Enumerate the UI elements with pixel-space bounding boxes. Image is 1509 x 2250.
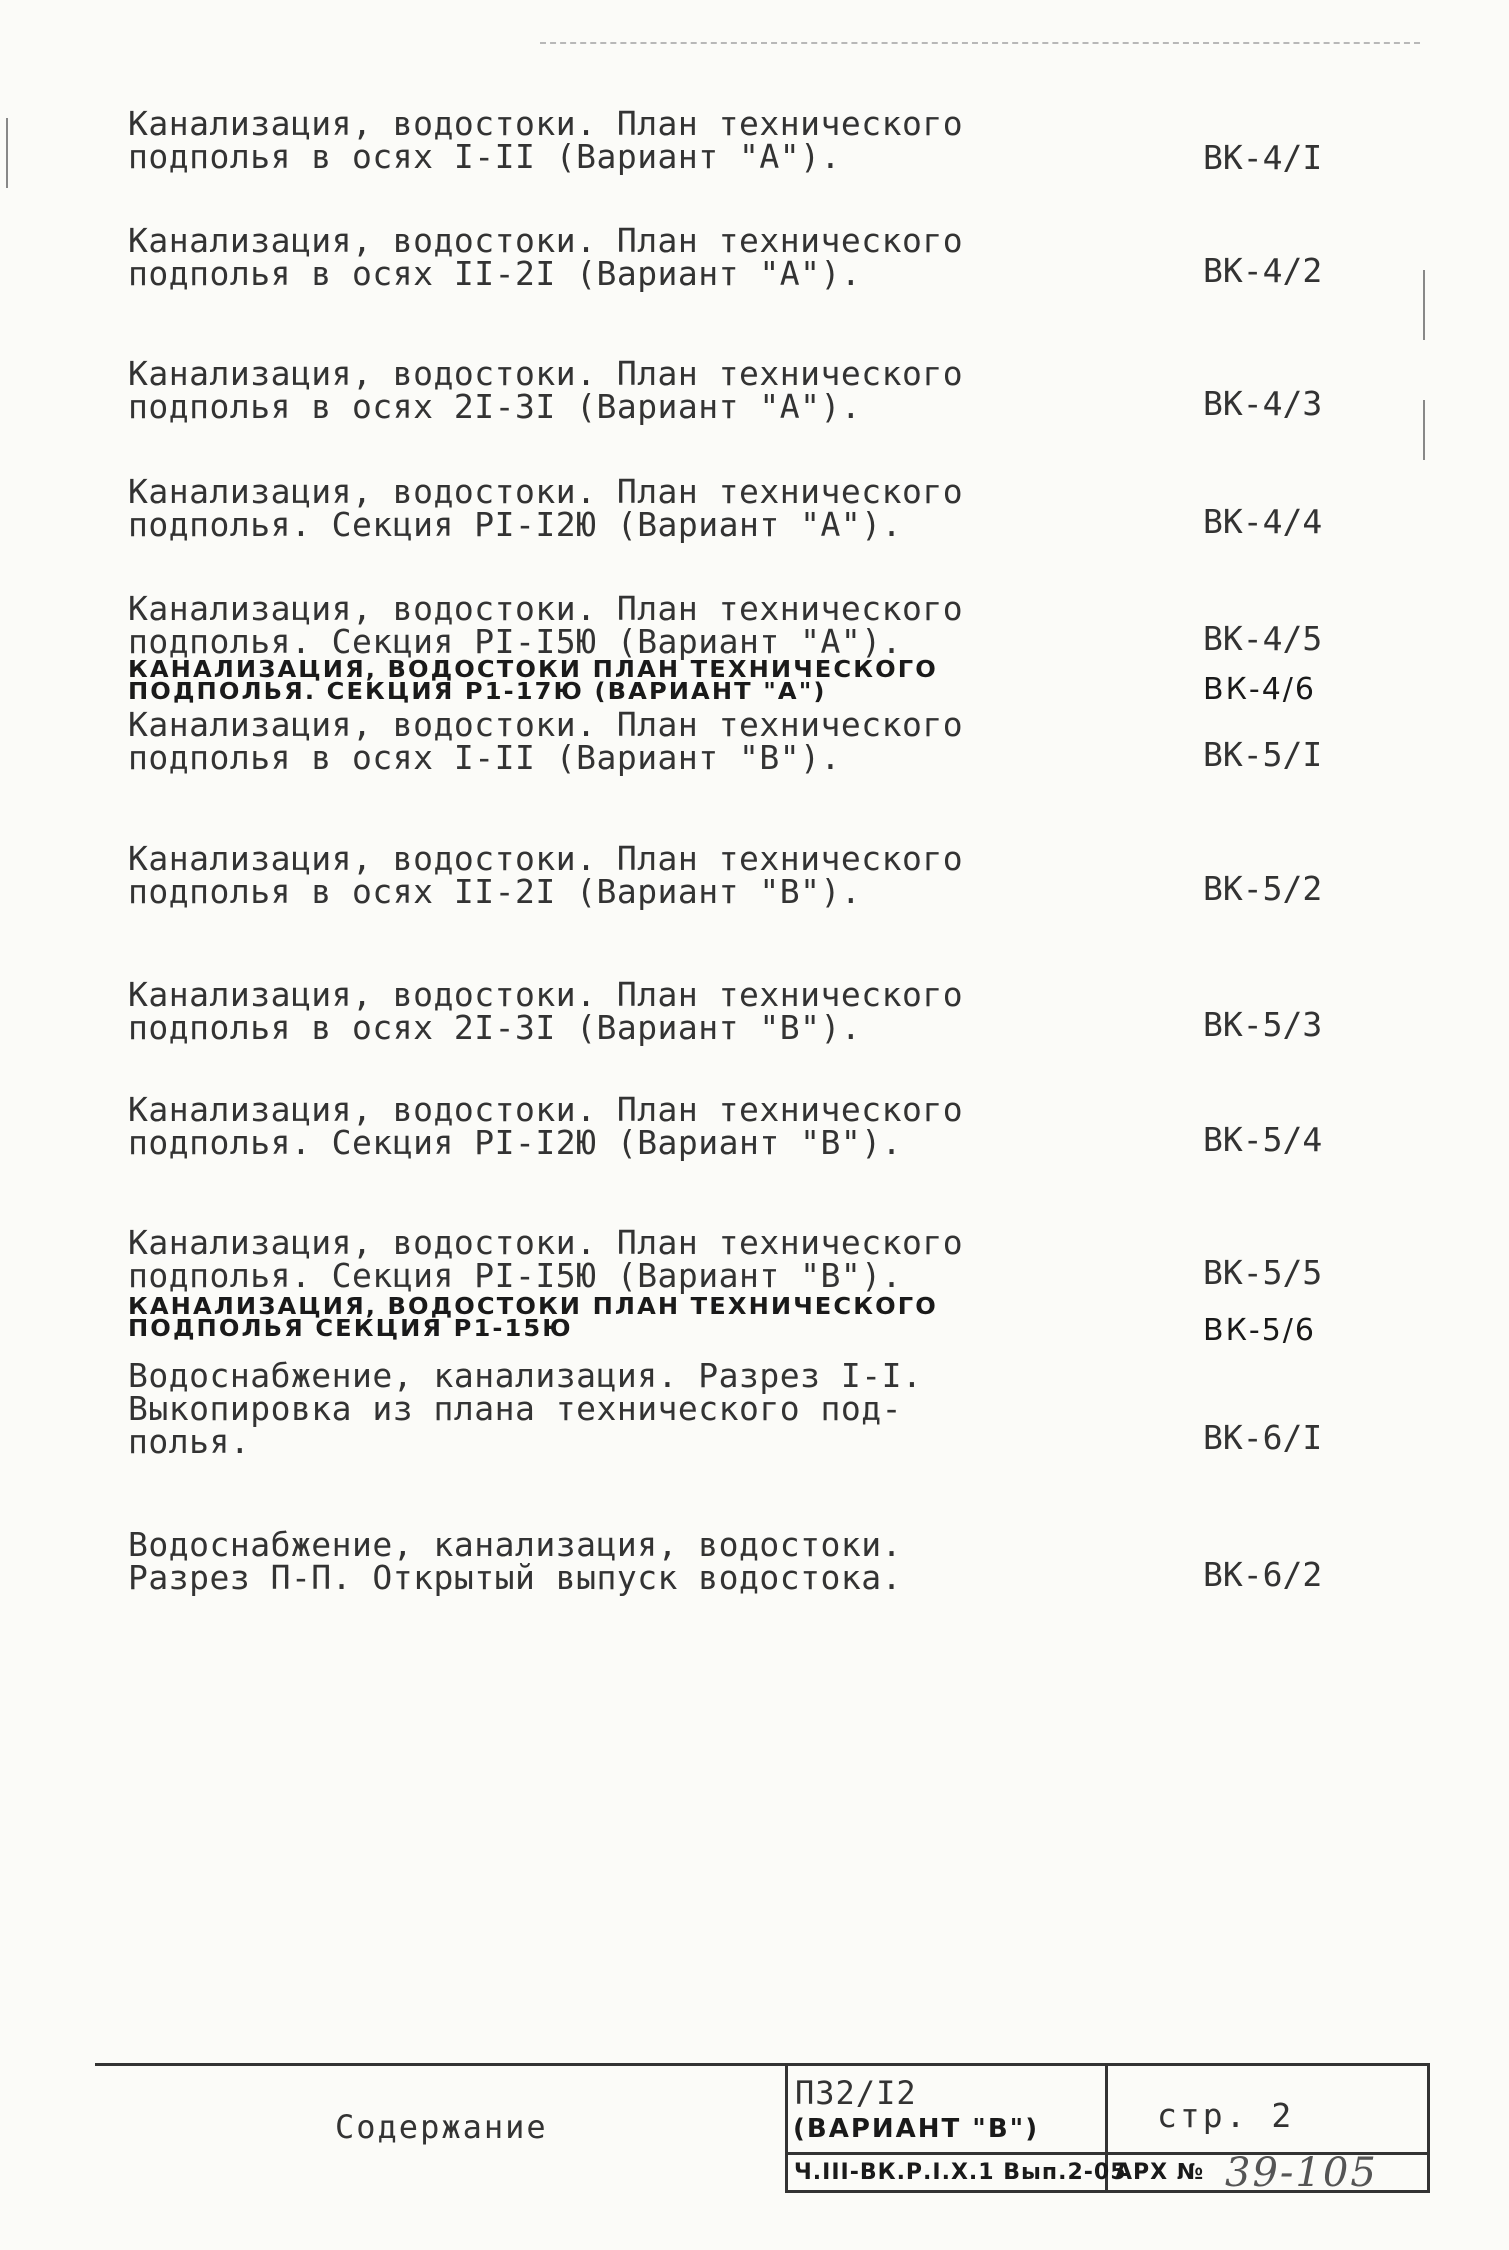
entry-title: Канализация, водостоки. План технического подполья в осях I-II (Вариант "В").	[128, 705, 964, 777]
entry-title: Водоснабжение, канализация, водостоки. Разрез П-П. Открытый выпуск водостока.	[128, 1525, 902, 1597]
entry-code: ВК-4/4	[1203, 502, 1323, 541]
entry-title: Водоснабжение, канализация. Разрез I-I. Выкопировка из плана технического под- полья.	[128, 1356, 923, 1461]
entry-code: ВК-5/I	[1203, 735, 1323, 774]
title-block-divider	[1427, 2066, 1430, 2193]
sheet-number: стр. 2	[1157, 2096, 1295, 2135]
entry-code: ВК-4/5	[1203, 619, 1323, 658]
title-block-divider	[785, 2066, 788, 2193]
entry-code: ВК-5/4	[1203, 1120, 1323, 1159]
archive-number: 39-105	[1225, 2150, 1378, 2196]
entry-code: ВК-5/6	[1203, 1313, 1316, 1348]
entry-code: ВК-5/3	[1203, 1005, 1323, 1044]
entry-code: ВК-4/3	[1203, 384, 1323, 423]
entry-title: Канализация, водостоки. План технического подполья. Секция PI-I5Ю (Вариант "А").	[128, 589, 964, 661]
entry-code: ВК-6/I	[1203, 1418, 1323, 1457]
entry-title: Канализация, водостоки. План технического подполья в осях I-II (Вариант "А").	[128, 104, 964, 176]
archive-label: АРХ №	[1115, 2160, 1205, 2185]
entry-code: ВК-4/6	[1203, 672, 1316, 707]
entry-title: Канализация, водостоки. План технического подполья. Секция PI-I2Ю (Вариант "А").	[128, 472, 964, 544]
entry-title: Канализация, водостоки. План технического подполья в осях II-2I (Вариант "А").	[128, 221, 964, 293]
variant-label: (ВАРИАНТ "В")	[793, 2114, 1040, 2144]
right-edge-mark	[1423, 270, 1425, 340]
entry-title: Канализация, водостоки. План технического подполья в осях II-2I (Вариант "В").	[128, 839, 964, 911]
entry-title: Канализация, водостоки. План технического подполья в осях 2I-3I (Вариант "А").	[128, 354, 964, 426]
entry-title: Канализация, водостоки. План технического подполья. Секция PI-I2Ю (Вариант "В").	[128, 1090, 964, 1162]
entry-code: ВК-6/2	[1203, 1555, 1323, 1594]
entry-code: ВК-4/I	[1203, 138, 1323, 177]
title-block-label: Содержание	[335, 2108, 548, 2146]
entry-title: Канализация, водостоки. План технического подполья в осях 2I-3I (Вариант "В").	[128, 975, 964, 1047]
right-edge-mark	[1423, 400, 1425, 460]
document-number: П32/I2	[795, 2074, 917, 2112]
entry-title: КАНАЛИЗАЦИЯ, ВОДОСТОКИ ПЛАН ТЕХНИЧЕСКОГО ПОДПОЛЬЯ. СЕКЦИЯ Р1-17Ю (ВАРИАНТ "А")	[128, 657, 938, 705]
scan-top-edge-line	[540, 42, 1420, 44]
series-code: Ч.III-ВК.Р.I.Х.1 Вып.2-05	[794, 2160, 1127, 2185]
entry-code: ВК-5/5	[1203, 1253, 1323, 1292]
entry-code: ВК-4/2	[1203, 251, 1323, 290]
entry-title: КАНАЛИЗАЦИЯ, ВОДОСТОКИ ПЛАН ТЕХНИЧЕСКОГО ПОДПОЛЬЯ СЕКЦИЯ Р1-15Ю	[128, 1294, 938, 1342]
entry-title: Канализация, водостоки. План технического подполья. Секция PI-I5Ю (Вариант "В").	[128, 1223, 964, 1295]
left-edge-mark	[6, 118, 8, 188]
title-block	[95, 2063, 1430, 2196]
entry-code: ВК-5/2	[1203, 869, 1323, 908]
